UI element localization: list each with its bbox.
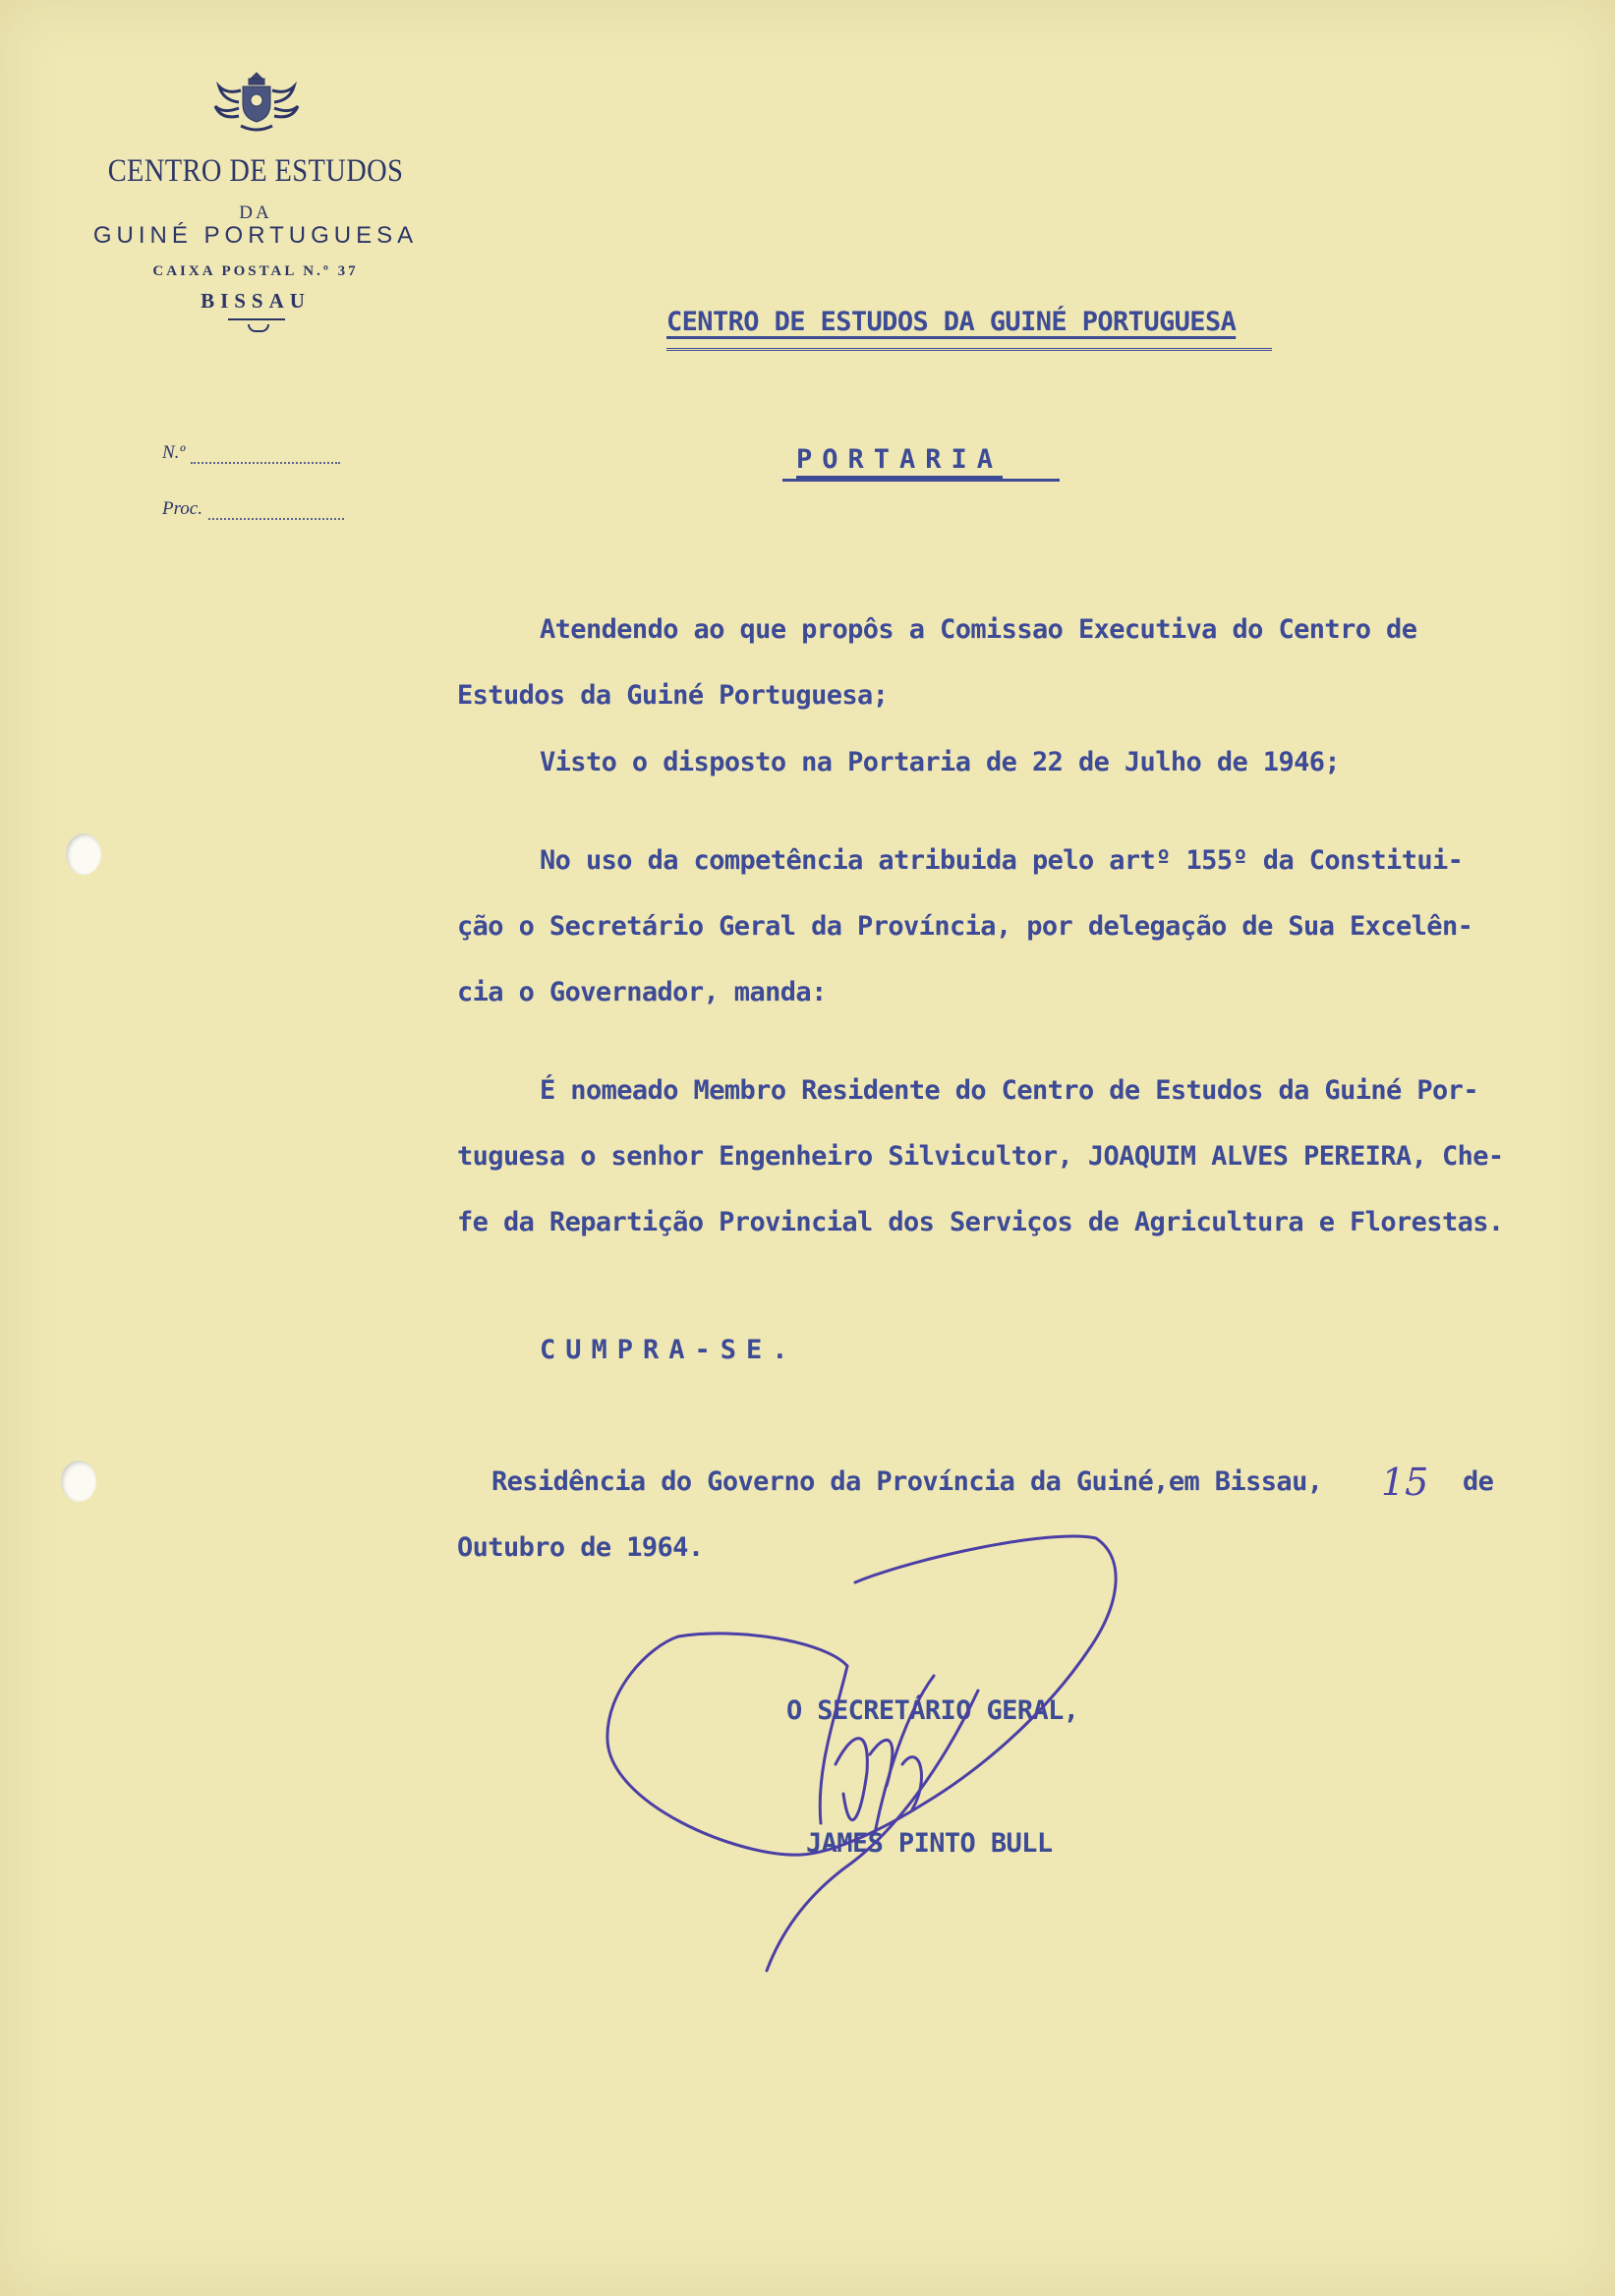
letterhead-org-da: DA: [239, 202, 272, 223]
document-heading: CENTRO DE ESTUDOS DA GUINÉ PORTUGUESA: [666, 307, 1237, 337]
paragraph4-line: É nomeado Membro Residente do Centro de Estudos da Guiné Por-: [540, 1075, 1478, 1106]
date-day-handwritten: 15: [1381, 1461, 1429, 1504]
title-underline: [782, 479, 1060, 482]
paragraph1-line: Estudos da Guiné Portuguesa;: [457, 680, 889, 711]
date-line-month-year: Outubro de 1964.: [457, 1532, 704, 1563]
coat-of-arms-icon: [211, 69, 302, 138]
punch-hole: [66, 833, 101, 875]
number-field: [162, 442, 340, 464]
signer-name: JAMES PINTO BULL: [806, 1828, 1053, 1859]
paragraph2-line: Visto o disposto na Portaria de 22 de Julho de 1946;: [540, 747, 1341, 777]
paragraph3-line: cia o Governador, manda:: [457, 977, 827, 1007]
document-title: PORTARIA: [796, 444, 1004, 475]
process-label: Proc.: [162, 498, 202, 519]
process-field: [162, 498, 344, 520]
letterhead-org-country: GUINÉ PORTUGUESA: [92, 222, 419, 249]
paragraph3-line: ção o Secretário Geral da Província, por delegação de Sua Excelên-: [457, 911, 1473, 942]
letterhead-ornament: [248, 324, 269, 332]
date-line-de: de: [1463, 1466, 1494, 1497]
date-line-place: Residência do Governo da Província da Guiné,em Bissau,: [491, 1466, 1323, 1497]
signer-title: O SECRETÁRIO GERAL,: [786, 1695, 1079, 1726]
letterhead-postal-box: CAIXA POSTAL N.º 37: [152, 263, 359, 279]
heading-double-underline: [666, 348, 1272, 351]
handwritten-signature: [590, 1509, 1140, 1980]
punch-hole: [61, 1461, 96, 1502]
paragraph3-line: No uso da competência atribuida pelo artº 155º da Constitui-: [540, 845, 1464, 876]
paragraph4-line: fe da Repartição Provincial dos Serviços de Agricultura e Florestas.: [457, 1207, 1504, 1237]
number-label: N.º: [162, 442, 186, 463]
letterhead-divider: [228, 318, 285, 320]
paragraph4-line: tuguesa o senhor Engenheiro Silvicultor, JOAQUIM ALVES PEREIRA, Che-: [457, 1141, 1504, 1172]
letterhead-city: BISSAU: [201, 289, 311, 313]
closing-phrase: CUMPRA-SE.: [540, 1335, 798, 1365]
process-dotted-line: [208, 504, 344, 520]
letterhead-org-name: CENTRO DE ESTUDOS: [107, 153, 404, 189]
number-dotted-line: [191, 448, 340, 464]
paragraph1-line: Atendendo ao que propôs a Comissao Executiva do Centro de: [540, 614, 1417, 645]
